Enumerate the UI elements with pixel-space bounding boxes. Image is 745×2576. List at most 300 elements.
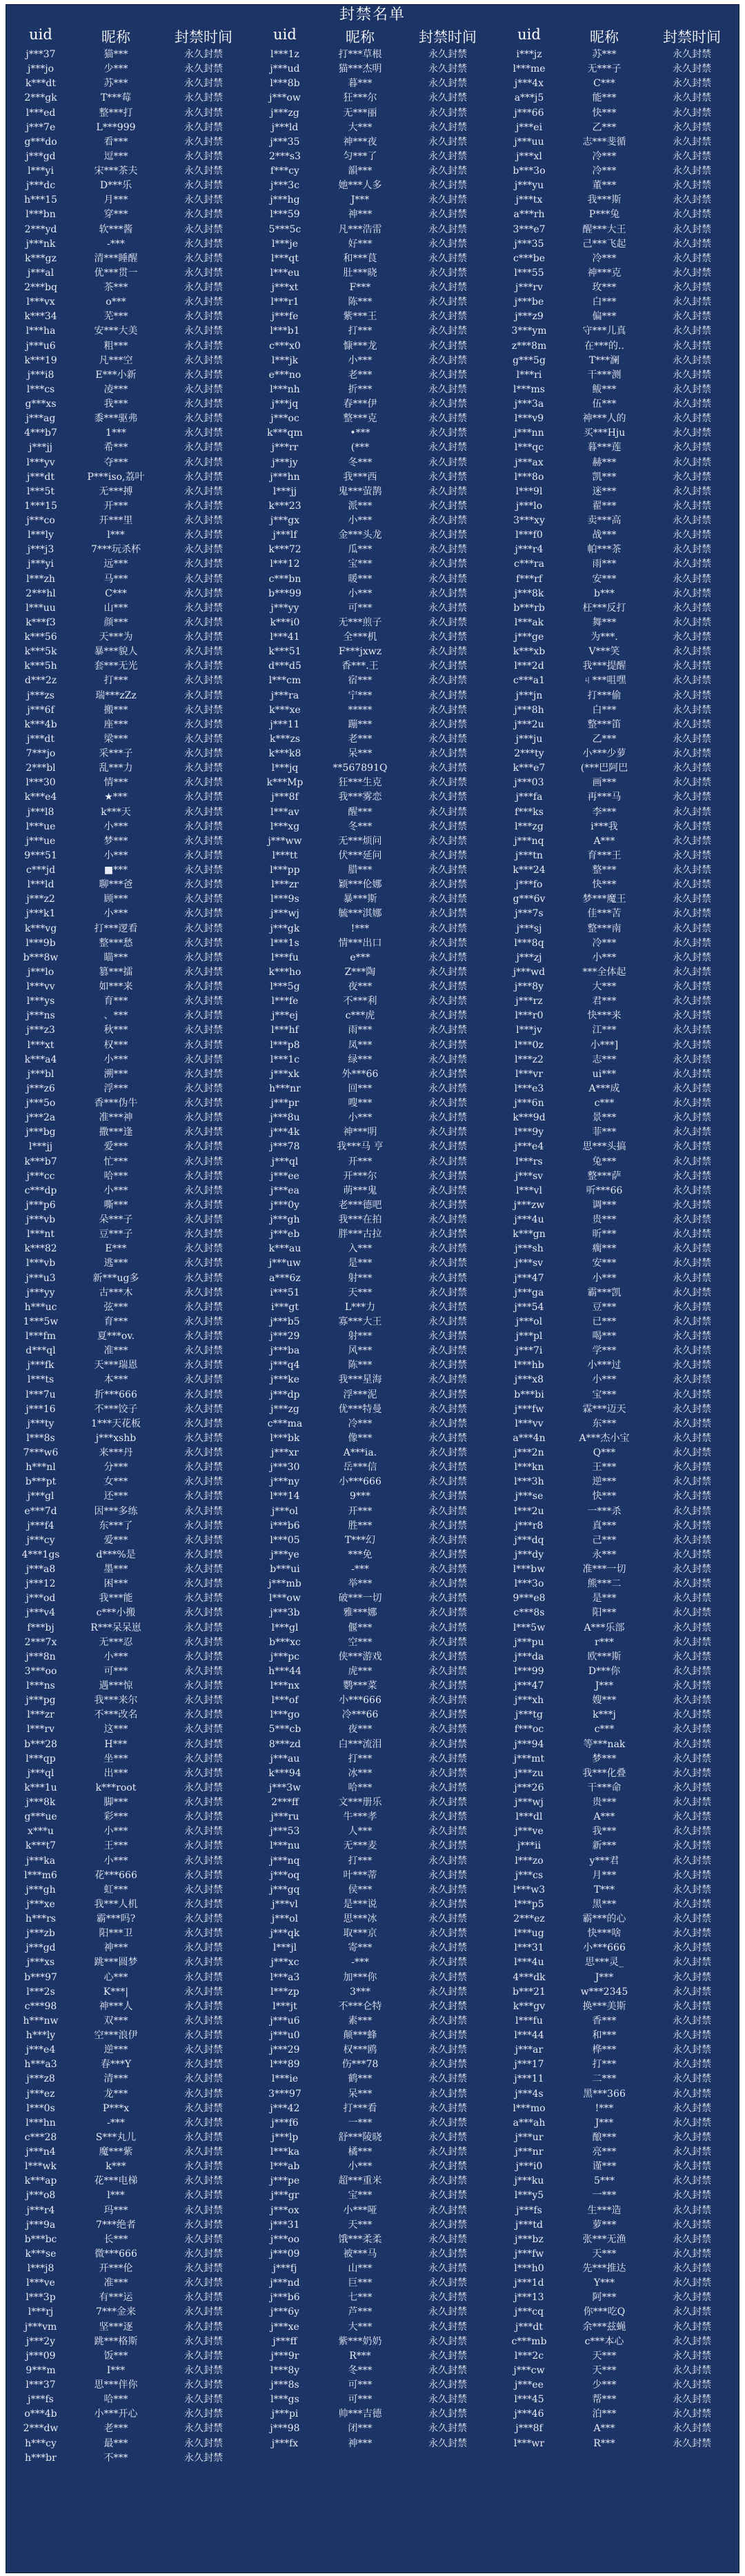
cell-uid: j***ww: [268, 835, 302, 847]
table-row: [495, 1111, 739, 1125]
cell-time: 永久封禁: [428, 1374, 467, 1386]
table-row: [250, 1926, 495, 1941]
table-row: [495, 121, 739, 135]
cell-time: 永久封禁: [428, 1913, 467, 1924]
table-row: [6, 761, 250, 776]
table-row: [250, 266, 495, 281]
cell-time: 永久封禁: [428, 1986, 467, 1998]
cell-time: 永久封禁: [673, 908, 711, 920]
cell-time: 永久封禁: [184, 1054, 223, 1065]
table-row: [6, 2000, 250, 2014]
cell-name: 学***: [592, 1345, 617, 1357]
cell-time: 永久封禁: [428, 1593, 467, 1604]
cell-name: b***: [594, 587, 615, 599]
table-row: [495, 1329, 739, 1344]
cell-uid: l***nh: [270, 383, 300, 395]
cell-time: 永久封禁: [673, 2219, 711, 2231]
table-row: [495, 2276, 739, 2291]
table-row: [250, 383, 495, 397]
cell-time: 永久封禁: [428, 1025, 467, 1036]
cell-time: 永久封禁: [184, 2379, 223, 2391]
cell-time: 永久封禁: [428, 1331, 467, 1342]
cell-name: 取***京: [343, 1928, 377, 1940]
table-row: [495, 587, 739, 601]
cell-uid: j***2u: [514, 718, 544, 730]
table-row: [6, 1431, 250, 1446]
table-row: [495, 1358, 739, 1373]
table-row: [250, 994, 495, 1009]
cell-name: 桦***: [592, 2044, 617, 2056]
table-column-1: [6, 48, 250, 2571]
cell-name: !***: [595, 2102, 614, 2114]
table-row: [6, 252, 250, 266]
cell-name: 虎***: [348, 1665, 372, 1677]
cell-name: 和***茛: [343, 252, 377, 264]
cell-uid: j***gd: [26, 150, 56, 162]
table-row: [250, 2043, 495, 2057]
cell-time: 永久封禁: [673, 1185, 711, 1196]
cell-time: 永久封禁: [428, 107, 467, 119]
cell-name: E***小新: [95, 369, 137, 381]
cell-uid: k***1u: [24, 1782, 57, 1793]
cell-time: 永久封禁: [184, 1782, 223, 1793]
cell-name: 快***: [592, 1491, 617, 1502]
table-row: [495, 193, 739, 208]
cell-time: 永久封禁: [673, 1447, 711, 1458]
table-row: [250, 1446, 495, 1460]
table-row: [495, 1722, 739, 1737]
cell-uid: j***dt: [27, 471, 54, 483]
cell-uid: k***k8: [268, 748, 301, 759]
cell-uid: j***3c: [270, 180, 300, 192]
cell-name: Q***: [593, 1447, 616, 1458]
cell-uid: j***pr: [270, 1098, 299, 1109]
table-row: [495, 1941, 739, 1955]
table-row: [250, 776, 495, 790]
cell-uid: l***ak: [514, 616, 544, 628]
cell-uid: j***oc: [270, 413, 299, 425]
cell-uid: l***ly: [28, 530, 54, 541]
cell-name: 瑞***zZz: [95, 690, 137, 701]
cell-time: 永久封禁: [673, 223, 711, 235]
cell-uid: l***5g: [270, 981, 300, 992]
cell-name: 打***: [592, 2059, 617, 2071]
cell-uid: j***12: [26, 1578, 56, 1590]
cell-time: 永久封禁: [184, 223, 223, 235]
cell-name: 月***: [103, 194, 128, 206]
cell-time: 永久封禁: [184, 238, 223, 250]
cell-time: 永久封禁: [428, 1112, 467, 1124]
cell-name: 开***里: [99, 515, 133, 526]
cell-uid: j***zs: [27, 690, 54, 701]
cell-name: 胖***古拉: [338, 1229, 382, 1240]
cell-time: 永久封禁: [184, 49, 223, 60]
table-row: [6, 1898, 250, 1912]
cell-time: 永久封禁: [428, 1287, 467, 1298]
cell-name: 神***人: [99, 2000, 133, 2012]
cell-time: 永久封禁: [673, 1476, 711, 1488]
cell-uid: j***ol: [515, 1316, 543, 1327]
cell-time: 永久封禁: [184, 63, 223, 75]
cell-uid: j***4x: [514, 78, 544, 90]
table-row: [6, 1591, 250, 1606]
table-row: [6, 659, 250, 674]
cell-uid: j***lo: [515, 500, 543, 512]
table-row: [495, 514, 739, 528]
cell-time: 永久封禁: [184, 1767, 223, 1779]
cell-time: 永久封禁: [428, 1738, 467, 1750]
table-row: [250, 368, 495, 383]
cell-uid: j***zw: [513, 1199, 545, 1211]
cell-uid: j***ns: [26, 1010, 55, 1022]
table-row: [250, 1009, 495, 1023]
cell-name: 鲅***: [592, 383, 617, 395]
cell-name: 花***666: [95, 1869, 137, 1881]
cell-uid: g***xs: [25, 399, 57, 410]
cell-name: 橘***: [348, 2146, 372, 2157]
cell-time: 永久封禁: [673, 865, 711, 876]
header-group-3: [495, 26, 739, 47]
table-row: [6, 674, 250, 688]
cell-name: r***: [595, 1636, 614, 1648]
cell-time: 永久封禁: [673, 1301, 711, 1313]
table-row: [250, 630, 495, 645]
table-row: [6, 1460, 250, 1475]
cell-time: 永久封禁: [428, 1068, 467, 1080]
cell-time: 永久封禁: [428, 1957, 467, 1969]
table-row: [495, 907, 739, 921]
cell-time: 永久封禁: [673, 2437, 711, 2449]
cell-time: 永久封禁: [184, 1636, 223, 1648]
cell-time: 永久封禁: [428, 2175, 467, 2187]
cell-uid: l***14: [270, 1491, 300, 1502]
cell-time: 永久封禁: [184, 763, 223, 774]
cell-name: 小***: [103, 849, 128, 861]
cell-uid: c***dp: [24, 1185, 57, 1196]
table-row: [6, 834, 250, 849]
cell-uid: j***u0: [270, 2030, 300, 2041]
cell-time: 永久封禁: [428, 427, 467, 439]
cell-name: 陈***: [348, 1360, 372, 1371]
cell-uid: l***9y: [514, 1127, 544, 1138]
cell-uid: l***e3: [514, 1083, 544, 1094]
cell-time: 永久封禁: [428, 704, 467, 716]
table-row: [250, 2160, 495, 2174]
cell-name: 小***: [348, 1112, 372, 1124]
cell-uid: j***ue: [26, 835, 56, 847]
cell-name: 颜***: [103, 616, 128, 628]
cell-name: 开***尔: [343, 1170, 377, 1182]
cell-uid: j***da: [514, 1651, 544, 1662]
cell-uid: j***26: [514, 1782, 544, 1793]
cell-name: 神***人的: [582, 413, 626, 425]
table-row: [6, 1664, 250, 1679]
cell-time: 永久封禁: [428, 1432, 467, 1444]
cell-uid: j***e4: [26, 2044, 56, 2056]
cell-name: 大***: [592, 981, 617, 992]
cell-time: 永久封禁: [428, 849, 467, 861]
cell-uid: j***ld: [271, 121, 299, 133]
cell-name: 权***鸥: [343, 2044, 377, 2056]
cell-uid: j***35: [514, 238, 544, 250]
cell-uid: j***7e: [26, 121, 56, 133]
cell-uid: j***ur: [515, 2131, 544, 2143]
cell-uid: g***5g: [513, 354, 546, 366]
cell-time: 永久封禁: [428, 383, 467, 395]
table-row: [6, 2204, 250, 2218]
table-row: [250, 1767, 495, 1781]
cell-time: 永久封禁: [428, 1010, 467, 1022]
cell-name: 月***: [592, 1869, 617, 1881]
cell-time: 永久封禁: [673, 1360, 711, 1371]
cell-time: 永久封禁: [428, 1840, 467, 1852]
cell-name: 偃***: [348, 1622, 372, 1633]
table-row: [6, 1417, 250, 1431]
table-row: [495, 164, 739, 179]
table-row: [250, 2262, 495, 2276]
cell-time: 永久封禁: [428, 2379, 467, 2391]
cell-time: 永久封禁: [428, 1928, 467, 1940]
cell-time: 永久封禁: [184, 1331, 223, 1342]
table-row: [6, 485, 250, 499]
cell-name: 萌***鬼: [343, 1185, 377, 1196]
table-row: [6, 1854, 250, 1869]
cell-uid: b***99: [268, 587, 301, 599]
cell-uid: j***od: [26, 1593, 56, 1604]
cell-time: 永久封禁: [428, 981, 467, 992]
cell-time: 永久封禁: [673, 530, 711, 541]
cell-time: 永久封禁: [184, 2335, 223, 2347]
cell-name: 宁***: [348, 690, 372, 701]
cell-uid: h***44: [268, 1665, 301, 1677]
table-row: [250, 91, 495, 105]
cell-name: 冷***: [592, 937, 617, 949]
cell-name: 还***: [103, 1491, 128, 1502]
table-row: [250, 1505, 495, 1519]
cell-time: 永久封禁: [673, 2423, 711, 2435]
cell-name: 白***: [592, 296, 617, 308]
cell-uid: j***pl: [515, 1331, 543, 1342]
table-row: [495, 2160, 739, 2174]
table-row: [495, 849, 739, 863]
cell-name: 玫***: [592, 282, 617, 293]
cell-time: 永久封禁: [428, 2306, 467, 2318]
cell-time: 永久封禁: [673, 471, 711, 483]
cell-name: 嘶***: [103, 1199, 128, 1211]
cell-uid: j***3a: [514, 399, 544, 410]
cell-uid: k***Mp: [266, 777, 304, 789]
table-row: [495, 1155, 739, 1169]
cell-name: 思***头搞: [582, 1141, 626, 1153]
cell-uid: l***f0: [515, 530, 543, 541]
cell-uid: l***jv: [516, 1025, 542, 1036]
cell-name: 嗖***: [348, 1098, 372, 1109]
cell-time: 永久封禁: [673, 2102, 711, 2114]
table-row: [250, 1693, 495, 1708]
cell-uid: j***xk: [270, 1068, 299, 1080]
cell-uid: l***7u: [26, 1389, 56, 1400]
cell-uid: j***ge: [514, 632, 544, 643]
cell-name: 冷***: [592, 165, 617, 177]
cell-time: 永久封禁: [428, 544, 467, 556]
cell-name: 穿***: [103, 209, 128, 221]
cell-name: 安***: [592, 573, 617, 585]
table-row: [6, 91, 250, 105]
cell-name: l***: [107, 2190, 125, 2202]
cell-name: 神***: [103, 1942, 128, 1954]
table-row: [6, 1286, 250, 1300]
cell-time: 永久封禁: [673, 2131, 711, 2143]
cell-time: 永久封禁: [428, 2335, 467, 2347]
cell-uid: 2***ff: [271, 1797, 299, 1808]
cell-uid: 3***97: [268, 2088, 301, 2100]
table-row: [6, 412, 250, 426]
table-row: [6, 1781, 250, 1795]
cell-time: 永久封禁: [184, 1272, 223, 1284]
table-row: [495, 426, 739, 441]
cell-time: 永久封禁: [184, 1505, 223, 1517]
cell-time: 永久封禁: [428, 180, 467, 192]
cell-name: 1***天花板: [91, 1418, 141, 1429]
table-row: [495, 208, 739, 222]
cell-name: 开***: [348, 1505, 372, 1517]
cell-name: 夜***: [348, 981, 372, 992]
table-row: [495, 485, 739, 499]
cell-name: 撒***逢: [99, 1127, 133, 1138]
cell-uid: l***bn: [26, 209, 56, 221]
cell-time: 永久封禁: [673, 325, 711, 337]
table-row: [250, 543, 495, 557]
table-row: [250, 2057, 495, 2072]
cell-uid: l***r0: [515, 1010, 544, 1022]
cell-time: 永久封禁: [184, 2408, 223, 2420]
cell-time: 永久封禁: [428, 1811, 467, 1823]
cell-time: 永久封禁: [428, 2000, 467, 2012]
table-row: [495, 776, 739, 790]
cell-time: 永久封禁: [673, 1709, 711, 1721]
cell-name: 梦***: [103, 835, 128, 847]
cell-time: 永久封禁: [184, 1534, 223, 1546]
cell-time: 永久封禁: [184, 1098, 223, 1109]
cell-time: 永久封禁: [184, 136, 223, 148]
table-row: [6, 121, 250, 135]
table-row: [6, 1519, 250, 1533]
cell-time: 永久封禁: [184, 413, 223, 425]
cell-time: 永久封禁: [673, 1767, 711, 1779]
table-header: [6, 26, 739, 48]
cell-time: 永久封禁: [428, 1797, 467, 1808]
cell-uid: j***nq: [270, 1855, 300, 1866]
cell-name: 举***: [348, 1578, 372, 1590]
table-row: [6, 1388, 250, 1402]
table-row: [250, 1111, 495, 1125]
cell-name: 苏***: [592, 49, 617, 60]
cell-time: 永久封禁: [673, 194, 711, 206]
cell-time: 永久封禁: [184, 602, 223, 614]
cell-uid: j***z9: [515, 311, 544, 323]
cell-name: 思***伴你: [94, 2379, 138, 2391]
cell-name: 5***: [594, 2175, 615, 2187]
cell-name: 胜***: [348, 1520, 372, 1531]
cell-time: 永久封禁: [184, 1797, 223, 1808]
cell-name: 狂***尔: [343, 92, 377, 104]
cell-time: 永久封禁: [184, 500, 223, 512]
cell-time: 永久封禁: [184, 1345, 223, 1357]
ban-list-panel: [6, 4, 739, 2573]
cell-time: 永久封禁: [673, 1083, 711, 1094]
cell-name: 安***大美: [94, 325, 138, 337]
cell-name: 困***: [103, 1578, 128, 1590]
cell-uid: l***xg: [270, 821, 300, 832]
table-row: [250, 1679, 495, 1693]
cell-name: 遇***惊: [99, 1680, 133, 1691]
cell-time: 永久封禁: [428, 733, 467, 745]
cell-time: 永久封禁: [428, 646, 467, 658]
table-row: [250, 572, 495, 587]
cell-uid: l***05: [270, 1534, 300, 1546]
cell-name: 帅***吉德: [338, 2408, 382, 2420]
cell-time: 永久封禁: [428, 1418, 467, 1429]
cell-name: 鬼***萤鹊: [338, 485, 382, 497]
table-row: [6, 543, 250, 557]
table-row: [250, 2305, 495, 2320]
table-row: [6, 1883, 250, 1898]
cell-uid: k***e7: [513, 763, 546, 774]
cell-time: 永久封禁: [673, 544, 711, 556]
cell-uid: 2***bq: [24, 282, 57, 293]
cell-name: y***君: [589, 1855, 619, 1866]
cell-time: 永久封禁: [184, 471, 223, 483]
cell-name: 宝***: [348, 559, 372, 570]
cell-uid: j***ol: [271, 1913, 299, 1924]
cell-uid: j***ff: [272, 2335, 297, 2347]
table-row: [250, 310, 495, 324]
cell-uid: j***be: [514, 296, 544, 308]
cell-time: 永久封禁: [673, 456, 711, 468]
cell-uid: l***41: [270, 632, 300, 643]
cell-name: 己***: [592, 1534, 617, 1546]
cell-uid: k***se: [25, 2248, 57, 2260]
cell-name: 冬***: [348, 2364, 372, 2376]
cell-time: 永久封禁: [428, 1345, 467, 1357]
cell-uid: j***u3: [26, 1272, 56, 1284]
cell-time: 永久封禁: [184, 1593, 223, 1604]
cell-uid: l***go: [270, 1709, 300, 1721]
cell-name: 搬***: [103, 704, 128, 716]
cell-time: 永久封禁: [184, 1971, 223, 1983]
cell-name: 亮***: [592, 2146, 617, 2157]
table-row: [250, 456, 495, 470]
cell-name: 干***测: [587, 369, 622, 381]
cell-time: 永久封禁: [673, 383, 711, 395]
cell-uid: b***bc: [24, 2233, 57, 2245]
table-row: [250, 1869, 495, 1883]
cell-name: 喝***: [592, 1331, 617, 1342]
cell-time: 永久封禁: [428, 821, 467, 832]
cell-time: 永久封禁: [428, 2233, 467, 2245]
table-row: [6, 1446, 250, 1460]
table-row: [250, 1606, 495, 1620]
table-row: [495, 1883, 739, 1898]
cell-time: 永久封禁: [673, 849, 711, 861]
cell-time: 永久封禁: [673, 1054, 711, 1065]
cell-name: 浮***泥: [343, 1389, 377, 1400]
table-row: [250, 1460, 495, 1475]
cell-name: A***杰小宝: [579, 1432, 630, 1444]
cell-uid: j***ag: [26, 413, 56, 425]
cell-name: 阳***: [592, 1607, 617, 1619]
cell-time: 永久封禁: [428, 369, 467, 381]
